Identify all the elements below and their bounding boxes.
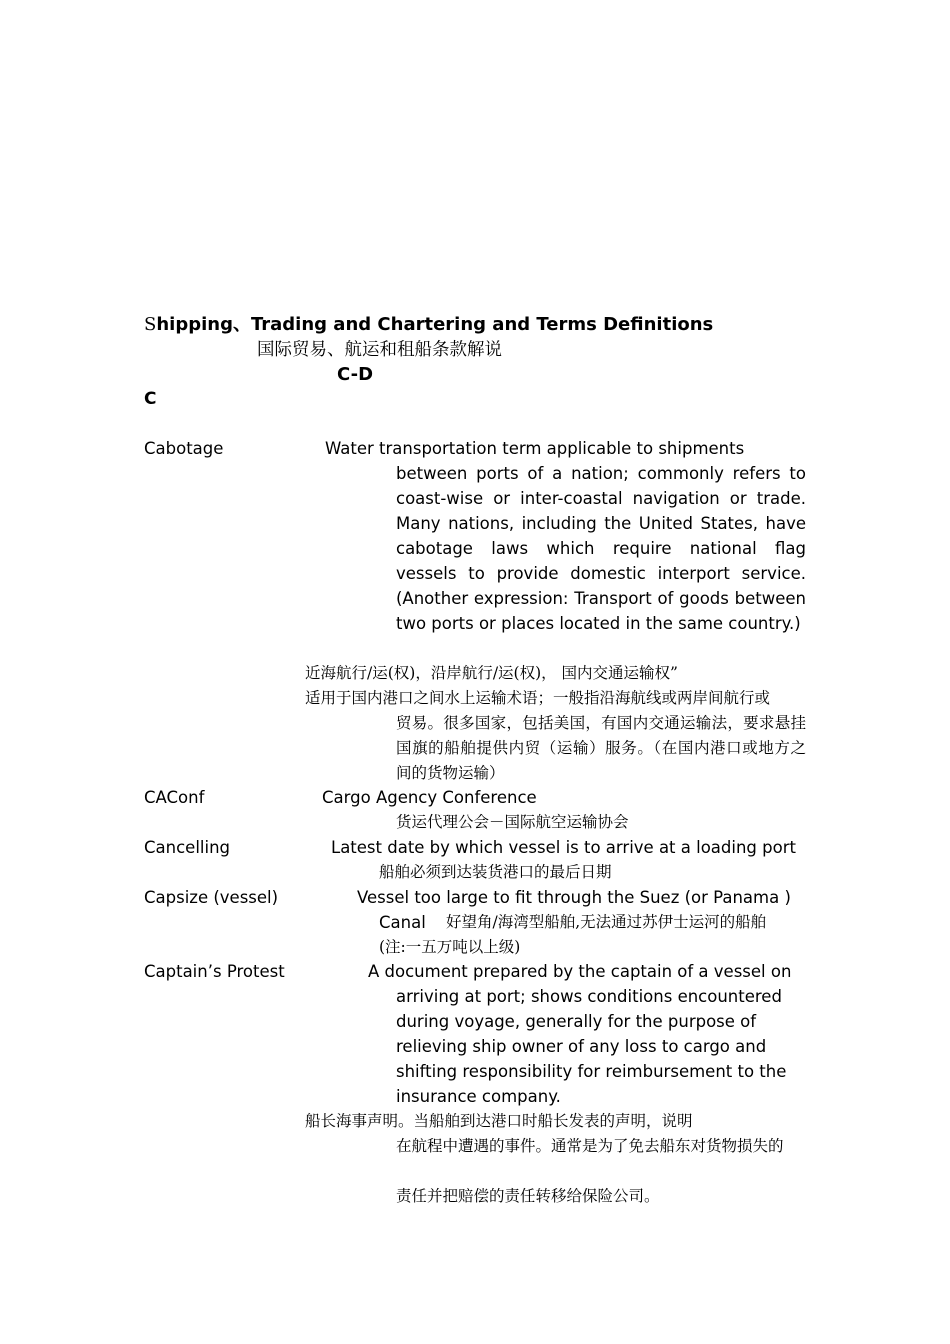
translation-cabotage-line1: 近海航行/运(权)，沿岸航行/运(权)， 国内交通运输权” <box>305 664 678 682</box>
translation-protest-line1: 船长海事声明。当船舶到达港口时船长发表的声明，说明 <box>305 1112 693 1130</box>
translation-protest-line3: 责任并把赔偿的责任转移给保险公司。 <box>396 1187 660 1205</box>
definition-caconf: Cargo Agency Conference <box>322 788 537 807</box>
definition-capsize: Vessel too large to fit through the Suez (or Panama ) <box>357 888 791 907</box>
definition-capsize-canal: Canal <box>379 913 426 932</box>
translation-capsize-note: (注:一五万吨以上级) <box>379 938 521 956</box>
definition-protest-line: shifting responsibility for reimbursement to the <box>396 1062 787 1081</box>
term-cabotage: Cabotage <box>144 439 224 458</box>
definition-cabotage-first-line: Water transportation term applicable to shipments <box>325 439 745 458</box>
title-text: hipping、Trading and Chartering and Terms Definitions <box>156 314 714 335</box>
translation-cabotage-line2: 适用于国内港口之间水上运输术语；一般指沿海航线或两岸间航行或 <box>305 689 771 707</box>
document-title <box>144 312 713 337</box>
translation-capsize: 好望角/海湾型船舶,无法通过苏伊士运河的船舶 <box>446 913 767 931</box>
definition-protest-line: arriving at port; shows conditions encountered <box>396 987 782 1006</box>
title-initial: S <box>144 314 157 335</box>
definition-protest-line: during voyage, generally for the purpose of <box>396 1012 757 1031</box>
definition-protest-line: relieving ship owner of any loss to cargo and <box>396 1037 767 1056</box>
section-letter: C <box>144 389 157 409</box>
term-cancelling: Cancelling <box>144 838 230 857</box>
definition-cabotage-body: between ports of a nation; commonly refers to coast-wise or inter-coastal navigation or trade. Many nations, including the United States, have cabotage laws which require national flag vessels to provide domestic interport service. (Another expression: Transport of goods between two ports or places located in the same country.) <box>396 464 806 633</box>
definition-protest-line: insurance company. <box>396 1087 561 1106</box>
translation-caconf: 货运代理公会－国际航空运输协会 <box>396 813 629 831</box>
translation-protest-line2: 在航程中遭遇的事件。通常是为了免去船东对货物损失的 <box>396 1137 784 1155</box>
definition-cancelling: Latest date by which vessel is to arrive at a loading port <box>331 838 796 857</box>
term-caconf: CAConf <box>144 788 205 807</box>
section-range: C-D <box>337 364 374 385</box>
translation-cabotage-body: 贸易。很多国家，包括美国，有国内交通运输法，要求悬挂国旗的船舶提供内贸（运输）服务。（在国内港口或地方之间的货物运输） <box>396 714 806 782</box>
translation-cancelling: 船舶必须到达装货港口的最后日期 <box>379 863 612 881</box>
definition-cabotage <box>305 436 806 636</box>
term-capsize: Capsize (vessel) <box>144 888 279 907</box>
term-captains-protest: Captain’s Protest <box>144 962 285 981</box>
subtitle-chinese: 国际贸易、航运和租船条款解说 <box>257 340 502 360</box>
definition-protest-first-line: A document prepared by the captain of a vessel on <box>368 962 792 981</box>
